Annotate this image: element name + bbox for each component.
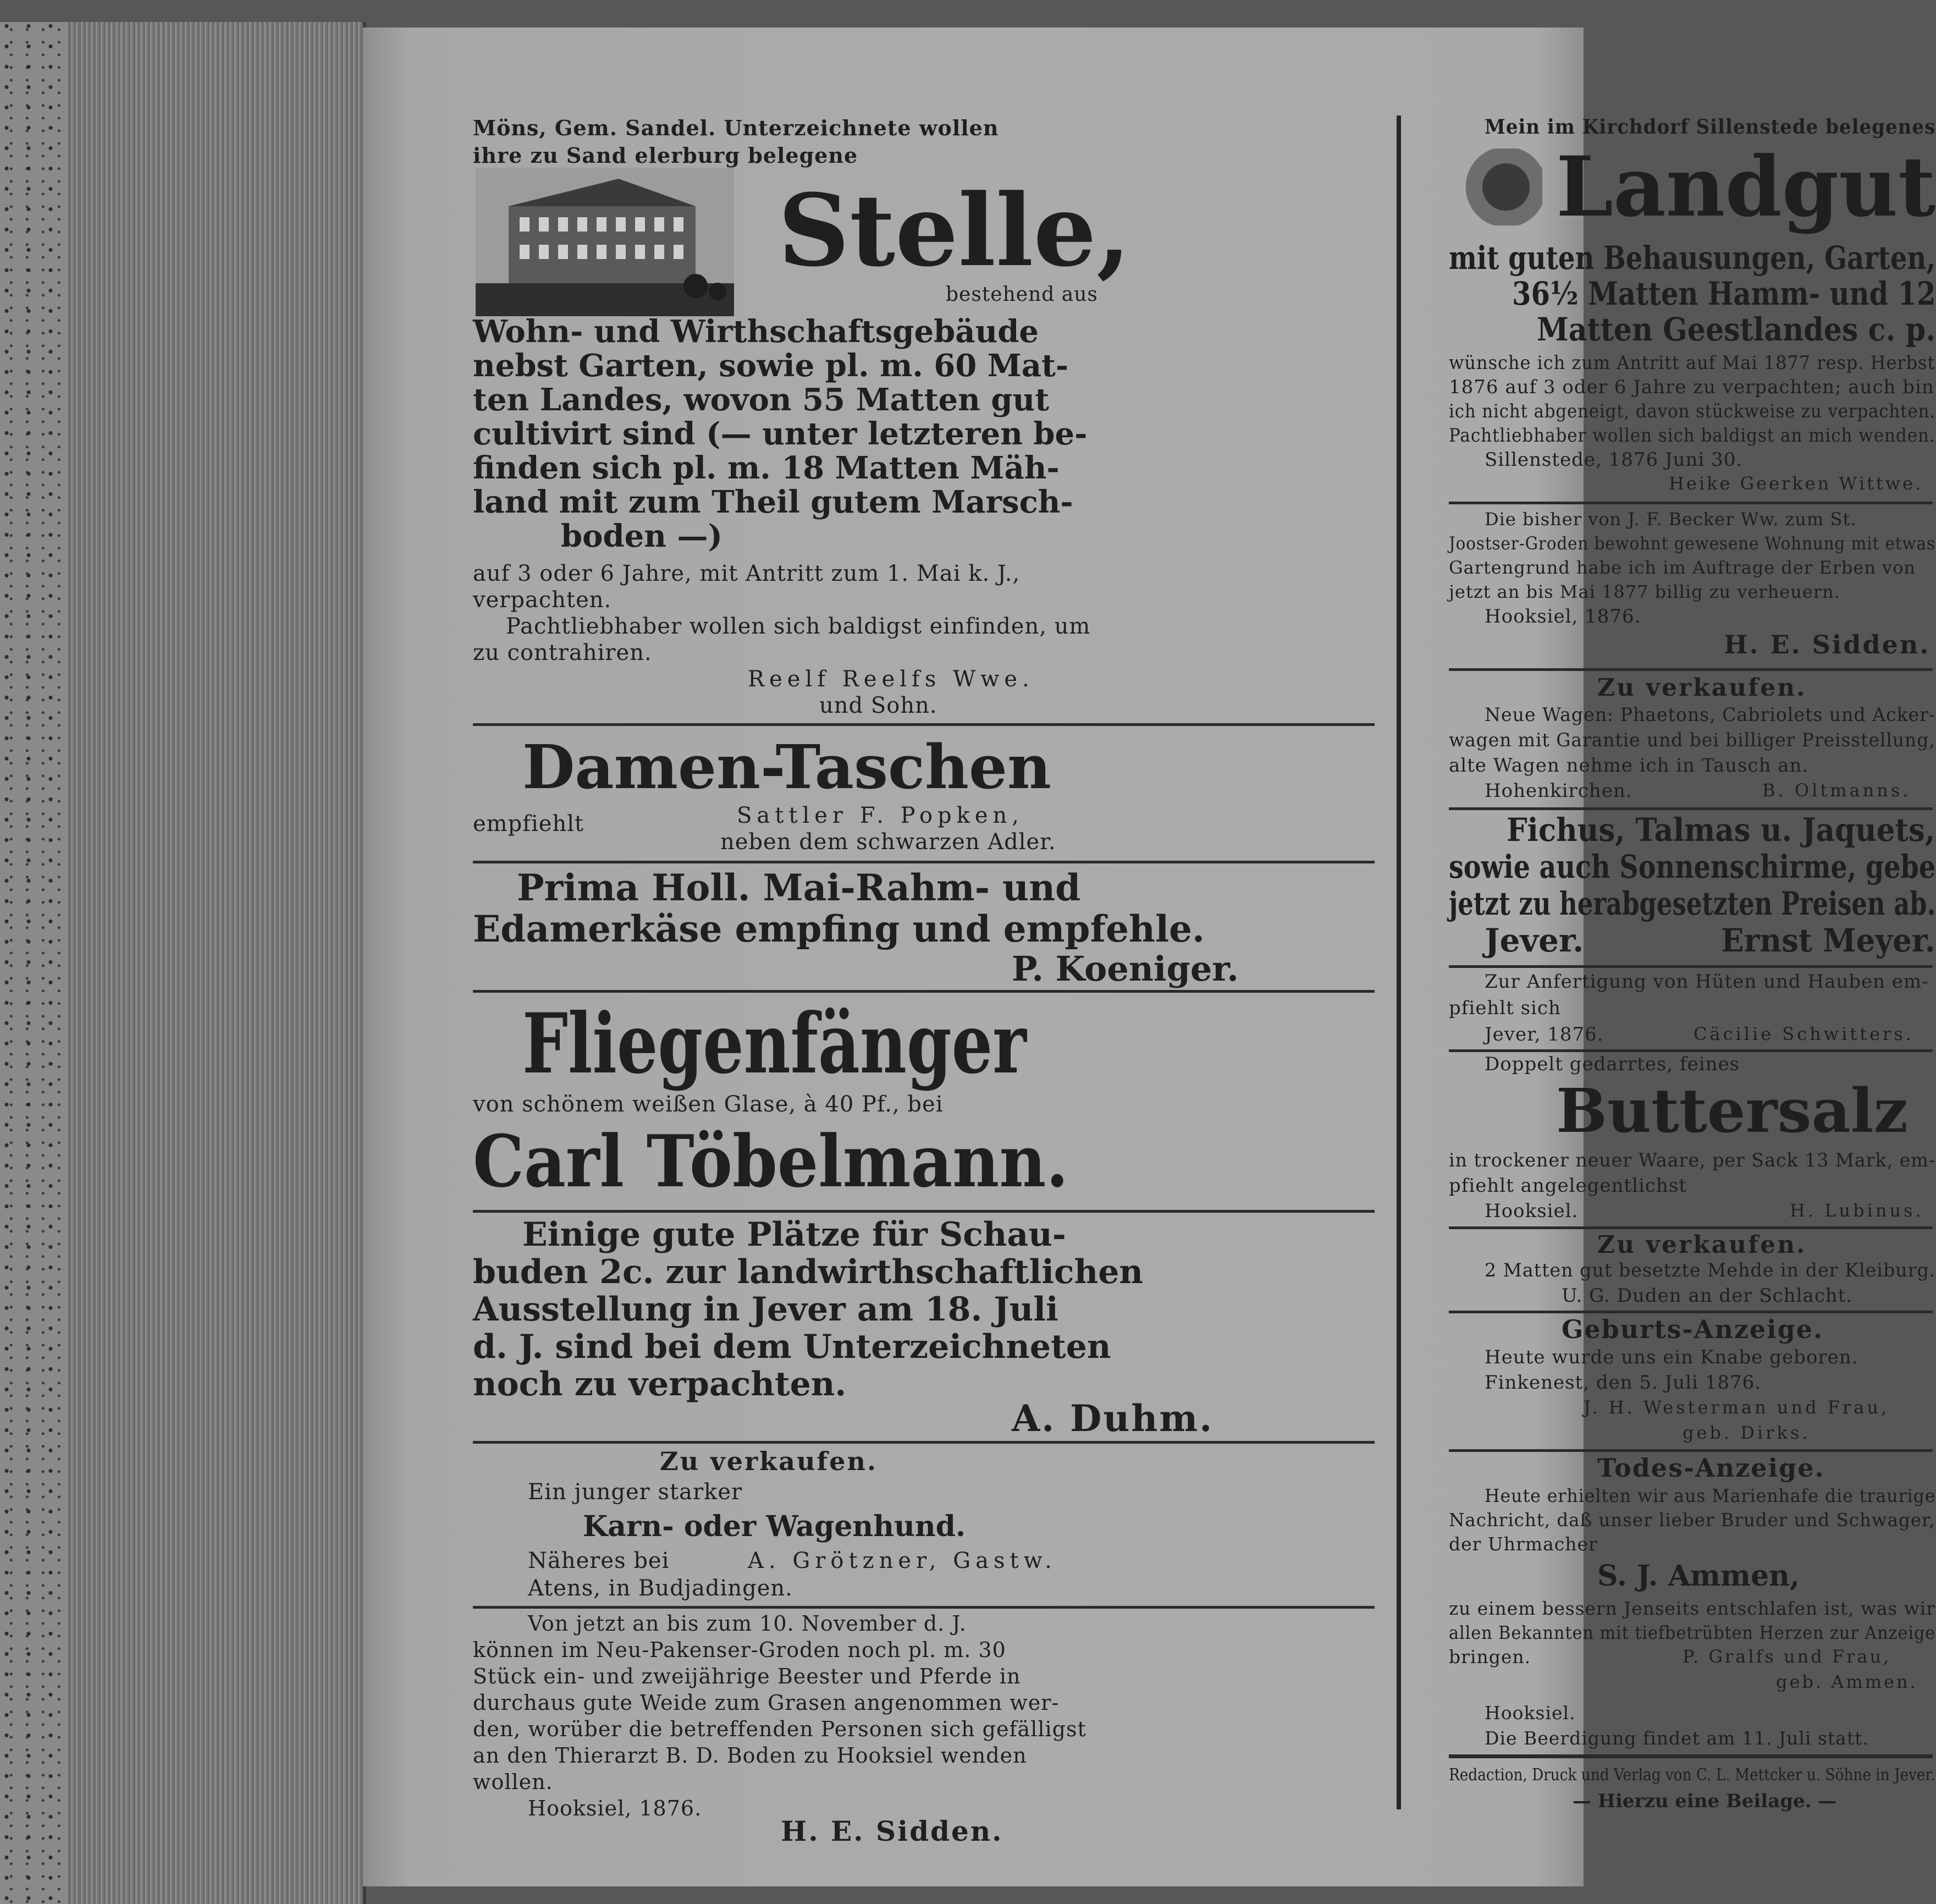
ad-fichus-body-1: Fichus, Talmas u. Jaquets, — [1507, 811, 1935, 849]
ad-damen-signature-1: Sattler F. Popken, — [737, 803, 1024, 828]
ad-geburt-line2: Finkenest, den 5. Juli 1876. — [1485, 1372, 1762, 1394]
ad-wohnung-body-3: Gartengrund habe ich im Auftrage der Erben von — [1449, 557, 1916, 578]
ad-schau-body-2: buden 2c. zur landwirthschaftlichen — [473, 1253, 1143, 1291]
ad-weide-body-1: Von jetzt an bis zum 10. November d. J. — [528, 1611, 967, 1636]
ad-geburt-signature-2: geb. Dirks. — [1683, 1422, 1811, 1443]
ad-wohnung-body-2: Joostser-Groden bewohnt gewesene Wohnung mit etwas — [1449, 533, 1935, 554]
ad-fichus-body-2: sowie auch Sonnenschirme, gebe — [1449, 848, 1936, 885]
ad-todes-place: Hooksiel. — [1485, 1702, 1576, 1724]
ad-wagen-signature: B. Oltmanns. — [1762, 780, 1911, 801]
ad-geburt-signature-1: J. H. Westerman und Frau, — [1584, 1397, 1890, 1418]
ad-stelle-terms-3: Pachtliebhaber wollen sich baldigst einfinden, um — [506, 614, 1091, 639]
ad-stelle-body-4: cultivirt sind (— unter letzteren be- — [473, 416, 1088, 452]
ad-hueten-signature: Cäcilie Schwitters. — [1694, 1023, 1914, 1044]
ad-stelle-terms-4: zu contrahiren. — [473, 640, 652, 665]
book-spine — [0, 22, 66, 1904]
ad-wagen-body-2: wagen mit Garantie und bei billiger Preisstellung, — [1449, 729, 1935, 751]
ad-todes-body-1: Heute erhielten wir aus Marienhafe die traurige — [1485, 1485, 1936, 1506]
ad-stelle-body-6: land mit zum Theil gutem Marsch- — [473, 484, 1073, 520]
ad-weide-body-2: können im Neu-Pakenser-Groden noch pl. m. 30 — [473, 1638, 1006, 1662]
ad-butter-body-2: pfiehlt angelegentlichst — [1449, 1175, 1687, 1197]
ad-damen-signature-2: neben dem schwarzen Adler. — [720, 829, 1056, 855]
ad-hund-line3: Atens, in Budjadingen. — [528, 1576, 793, 1601]
separator-rule — [473, 1606, 1375, 1609]
separator-rule — [1449, 965, 1933, 968]
ad-hund-item: Karn- oder Wagenhund. — [583, 1510, 966, 1543]
ad-fichus-body-3: jetzt zu herabgesetzten Preisen ab. — [1449, 885, 1936, 922]
ad-kaese-line1: Prima Holl. Mai-Rahm- und — [517, 866, 1081, 909]
ad-todes-body-2: Nachricht, daß unser lieber Bruder und Schwager, — [1449, 1509, 1935, 1531]
ad-butter-signature: H. Lubinus. — [1790, 1200, 1924, 1221]
imprint-line2: — Hierzu eine Beilage. — — [1573, 1790, 1837, 1812]
ad-schau-body-3: Ausstellung in Jever am 18. Juli — [473, 1290, 1058, 1329]
ad-stelle-body-5: finden sich pl. m. 18 Matten Mäh- — [473, 450, 1060, 486]
ad-stelle-terms-1: auf 3 oder 6 Jahre, mit Antritt zum 1. Mai k. J., — [473, 561, 1021, 586]
ad-todes-funeral: Die Beerdigung findet am 11. Juli statt. — [1485, 1727, 1869, 1749]
ad-landgut-sub-2: 36½ Matten Hamm- und 12 — [1512, 275, 1936, 312]
ad-schau-body-5: noch zu verpachten. — [473, 1365, 847, 1404]
ad-weide-body-5: den, worüber die betreffenden Personen sich gefälligst — [473, 1717, 1086, 1741]
ad-wagen-body-1: Neue Wagen: Phaetons, Cabriolets und Acker- — [1485, 704, 1936, 726]
separator-rule — [473, 1210, 1375, 1213]
ad-landgut-line1: Mein im Kirchdorf Sillenstede belegenes — [1485, 115, 1936, 139]
ad-weide-place: Hooksiel, 1876. — [528, 1796, 702, 1820]
separator-rule — [473, 1441, 1375, 1444]
separator-rule — [1449, 668, 1933, 671]
ad-landgut-sub-3: Matten Geestlandes c. p. — [1537, 311, 1936, 348]
estate-woodcut-image — [476, 168, 734, 316]
ad-butter-line1: Doppelt gedarrtes, feines — [1485, 1053, 1740, 1075]
ad-wohnung-place: Hooksiel, 1876. — [1485, 606, 1641, 628]
ad-wagen-heading: Zu verkaufen. — [1597, 674, 1807, 702]
ad-schau-signature: A. Duhm. — [1012, 1397, 1214, 1440]
ad-fliegen-line: von schönem weißen Glase, à 40 Pf., bei — [473, 1092, 944, 1117]
separator-rule — [473, 723, 1375, 726]
separator-rule — [1449, 502, 1933, 504]
ad-todes-body2-1: zu einem bessern Jenseits entschlafen ist, was wir — [1449, 1598, 1935, 1619]
ad-landgut-sub-1: mit guten Behausungen, Garten, — [1449, 239, 1936, 277]
ad-stelle-body-7: boden —) — [561, 518, 722, 554]
ad-hueten-place: Jever, 1876. — [1485, 1023, 1604, 1045]
ad-butter-headline: Buttersalz — [1556, 1075, 1908, 1146]
ad-wagen-body-3: alte Wagen nehme ich in Tausch an. — [1449, 755, 1809, 777]
landgut-woodcut-image — [1452, 148, 1542, 225]
ad-stelle-body-2: nebst Garten, sowie pl. m. 60 Mat- — [473, 348, 1069, 384]
ad-hund-line2a: Näheres bei — [528, 1548, 670, 1573]
ad-landgut-body-2: 1876 auf 3 oder 6 Jahre zu verpachten; auch bin — [1449, 376, 1934, 398]
ad-schau-body-1: Einige gute Plätze für Schau- — [522, 1215, 1066, 1254]
ad-landgut-body-1: wünsche ich zum Antritt auf Mai 1877 resp. Herbst — [1449, 352, 1935, 374]
ad-todes-signature-1: P. Gralfs und Frau, — [1683, 1646, 1891, 1667]
separator-rule — [1449, 1226, 1933, 1229]
ad-landgut-body-3: ich nicht abgeneigt, davon stückweise zu verpachten. — [1449, 400, 1935, 422]
ad-todes-body2-3: bringen. — [1449, 1646, 1531, 1668]
ad-todes-heading: Todes-Anzeige. — [1597, 1453, 1825, 1483]
column-divider — [1397, 115, 1401, 1809]
ad-weide-body-4: durchaus gute Weide zum Grasen angenommen wer- — [473, 1691, 1060, 1715]
ad-fliegen-headline: Fliegenfänger — [522, 995, 1027, 1092]
ad-hund-line2b: A. Grötzner, Gastw. — [748, 1548, 1057, 1573]
separator-rule — [1449, 1049, 1933, 1052]
ad-wohnung-body-1: Die bisher von J. F. Becker Ww. zum St. — [1485, 509, 1857, 530]
ad-fichus-place: Jever. — [1485, 922, 1584, 959]
ad-hueten-body-2: pfiehlt sich — [1449, 997, 1561, 1019]
ad-wagen-place: Hohenkirchen. — [1485, 780, 1632, 802]
ad-schau-body-4: d. J. sind bei dem Unterzeichneten — [473, 1328, 1111, 1366]
ad-stelle-body-3: ten Landes, wovon 55 Matten gut — [473, 382, 1050, 418]
ad-fichus-signature: Ernst Meyer. — [1721, 922, 1935, 959]
ad-damen-headline: Damen-Taschen — [522, 731, 1051, 802]
ad-landgut-signature: Heike Geerken Wittwe. — [1669, 473, 1923, 494]
ad-landgut-body-4: Pachtliebhaber wollen sich baldigst an mich wenden. — [1449, 425, 1935, 447]
separator-rule — [1449, 807, 1933, 810]
ad-landgut-headline: Landgut — [1556, 139, 1936, 235]
ad-hueten-body-1: Zur Anfertigung von Hüten und Hauben em- — [1485, 971, 1929, 993]
ad-stelle-line1: Möns, Gem. Sandel. Unterzeichnete wollen — [473, 115, 999, 140]
ad-wohnung-body-4: jetzt an bis Mai 1877 billig zu verheuern. — [1449, 581, 1840, 602]
ad-kaese-line2: Edamerkäse empfing und empfehle. — [473, 907, 1205, 950]
ad-stelle-signature-2: und Sohn. — [819, 693, 937, 718]
ad-todes-name: S. J. Ammen, — [1597, 1559, 1800, 1593]
ad-landgut-date: Sillenstede, 1876 Juni 30. — [1485, 449, 1743, 471]
ad-hund-line1: Ein junger starker — [528, 1479, 743, 1505]
ad-weide-body-7: wollen. — [473, 1770, 553, 1794]
ad-weide-signature: H. E. Sidden. — [781, 1815, 1003, 1847]
separator-rule — [1449, 1311, 1933, 1313]
ad-geburt-heading: Geburts-Anzeige. — [1562, 1314, 1824, 1344]
separator-rule-double — [1449, 1754, 1933, 1758]
separator-rule — [473, 990, 1375, 993]
ad-stelle-terms-2: verpachten. — [473, 587, 612, 613]
ad-stelle-line2: ihre zu Sand elerburg belegene — [473, 143, 858, 168]
imprint-line1: Redaction, Druck und Verlag von C. L. Mettcker u. Söhne in Jever. — [1449, 1765, 1935, 1785]
ad-wohnung-signature: H. E. Sidden. — [1724, 630, 1931, 659]
ad-todes-signature-2: geb. Ammen. — [1776, 1671, 1918, 1692]
book-page-edges — [0, 22, 366, 1904]
ad-geburt-line1: Heute wurde uns ein Knabe geboren. — [1485, 1346, 1858, 1368]
ad-stelle-consisting: bestehend aus — [946, 283, 1098, 306]
ad-weide-body-6: an den Thierarzt B. D. Boden zu Hooksiel wenden — [473, 1743, 1027, 1768]
ad-butter-body-1: in trockener neuer Waare, per Sack 13 Mark, em- — [1449, 1149, 1936, 1171]
ad-mehde-line2: U. G. Duden an der Schlacht. — [1562, 1285, 1853, 1307]
separator-rule — [1449, 1449, 1933, 1452]
newspaper-page — [363, 27, 1936, 1886]
ad-kaese-signature: P. Koeniger. — [1012, 949, 1239, 989]
ad-damen-recommends: empfiehlt — [473, 811, 584, 837]
ad-todes-body2-2: allen Bekannten mit tiefbetrübten Herzen zur Anzeige — [1449, 1622, 1936, 1643]
ad-stelle-signature-1: Reelf Reelfs Wwe. — [748, 667, 1034, 692]
ad-mehde-line1: 2 Matten gut besetzte Mehde in der Kleiburg. — [1485, 1259, 1936, 1281]
ad-stelle-headline: Stelle, — [778, 173, 1131, 289]
ad-hund-heading: Zu verkaufen. — [660, 1446, 878, 1476]
ad-weide-body-3: Stück ein- und zweijährige Beester und Pferde in — [473, 1664, 1021, 1688]
ad-todes-body-3: der Uhrmacher — [1449, 1533, 1598, 1555]
ad-stelle-body-1: Wohn- und Wirthschaftsgebäude — [473, 313, 1039, 350]
ad-fliegen-merchant: Carl Töbelmann. — [473, 1119, 1069, 1203]
ad-mehde-heading: Zu verkaufen. — [1597, 1231, 1807, 1259]
ad-butter-place: Hooksiel. — [1485, 1200, 1579, 1222]
separator-rule — [473, 861, 1375, 863]
